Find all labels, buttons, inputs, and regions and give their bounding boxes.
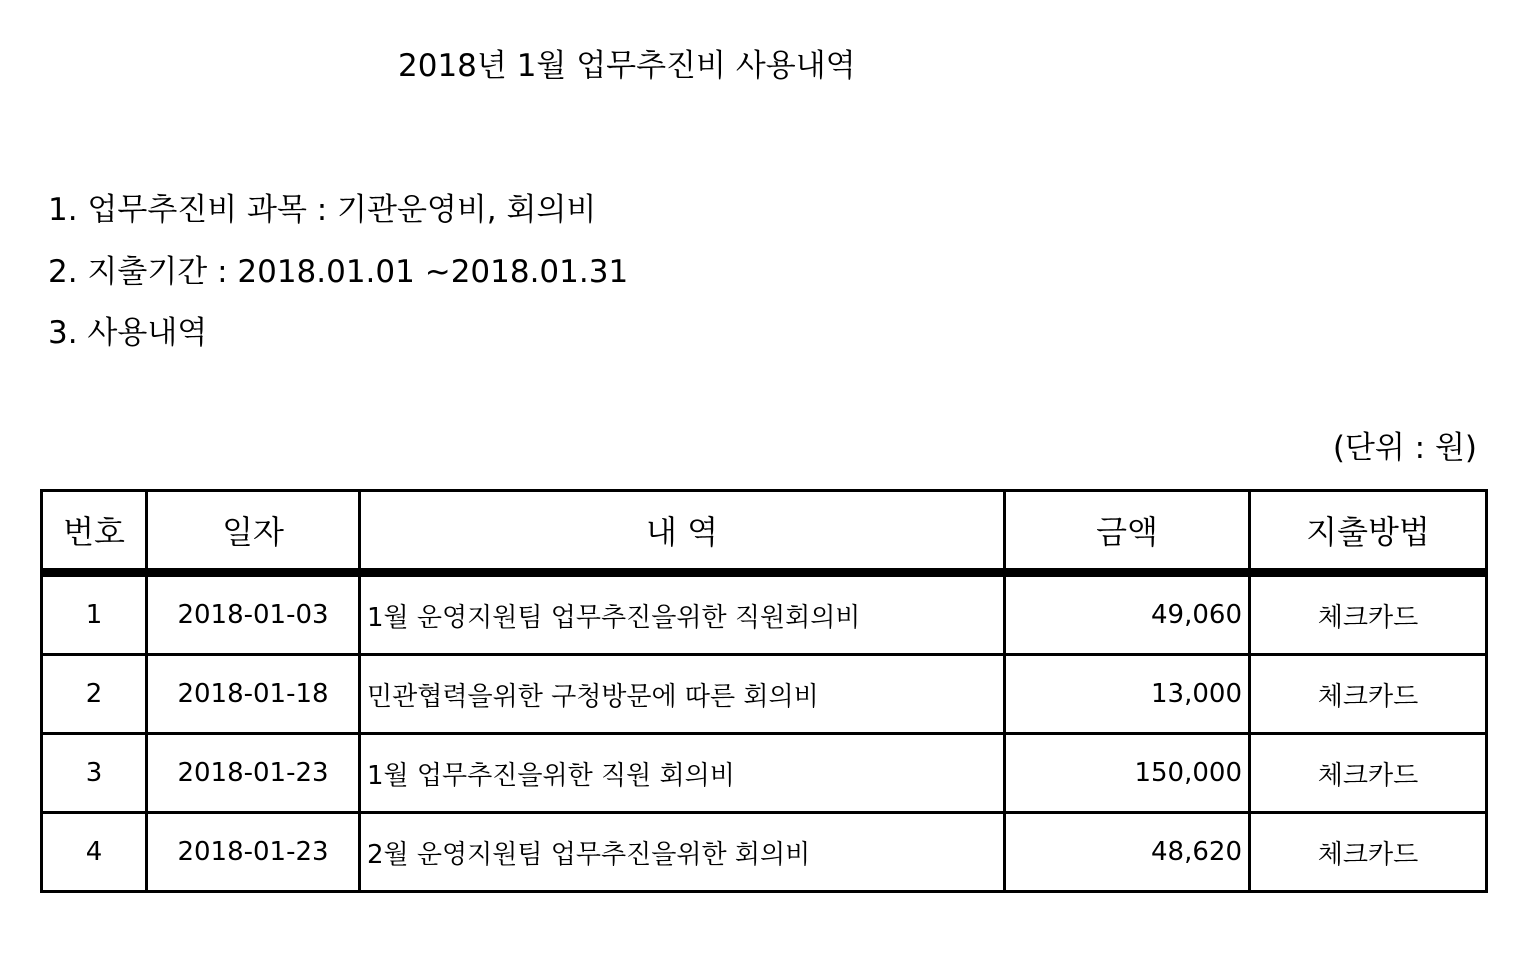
table-header-row [42, 491, 1487, 573]
table-row [42, 813, 1487, 892]
table-row [42, 734, 1487, 813]
cell-date: 2018-01-03 [147, 573, 360, 655]
cell-number: 2 [42, 655, 147, 734]
cell-number: 4 [42, 813, 147, 892]
cell-number: 1 [42, 573, 147, 655]
cell-payment-method: 체크카드 [1250, 655, 1487, 734]
table-row [42, 573, 1487, 655]
header-description: 내 역 [360, 491, 1005, 573]
section-item-usage: 3. 사용내역 [48, 315, 208, 351]
section-item-period: 2. 지출기간 : 2018.01.01 ~2018.01.31 [48, 254, 629, 290]
unit-note: (단위 : 원) [1332, 430, 1477, 466]
header-amount: 금액 [1005, 491, 1250, 573]
cell-number: 3 [42, 734, 147, 813]
header-date: 일자 [147, 491, 360, 573]
cell-date: 2018-01-18 [147, 655, 360, 734]
cell-amount: 49,060 [1005, 573, 1250, 655]
cell-date: 2018-01-23 [147, 734, 360, 813]
cell-payment-method: 체크카드 [1250, 573, 1487, 655]
cell-payment-method: 체크카드 [1250, 734, 1487, 813]
cell-description: 민관협력을위한 구청방문에 따른 회의비 [360, 655, 1005, 734]
cell-amount: 13,000 [1005, 655, 1250, 734]
cell-description: 1월 업무추진을위한 직원 회의비 [360, 734, 1005, 813]
expense-table [40, 489, 1488, 893]
table-row [42, 655, 1487, 734]
cell-description: 1월 운영지원팀 업무추진을위한 직원회의비 [360, 573, 1005, 655]
section-item-subject: 1. 업무추진비 과목 : 기관운영비, 회의비 [48, 192, 597, 228]
cell-description: 2월 운영지원팀 업무추진을위한 회의비 [360, 813, 1005, 892]
cell-amount: 150,000 [1005, 734, 1250, 813]
cell-date: 2018-01-23 [147, 813, 360, 892]
cell-amount: 48,620 [1005, 813, 1250, 892]
page-title: 2018년 1월 업무추진비 사용내역 [398, 48, 856, 84]
header-number: 번호 [42, 491, 147, 573]
cell-payment-method: 체크카드 [1250, 813, 1487, 892]
header-payment-method: 지출방법 [1250, 491, 1487, 573]
